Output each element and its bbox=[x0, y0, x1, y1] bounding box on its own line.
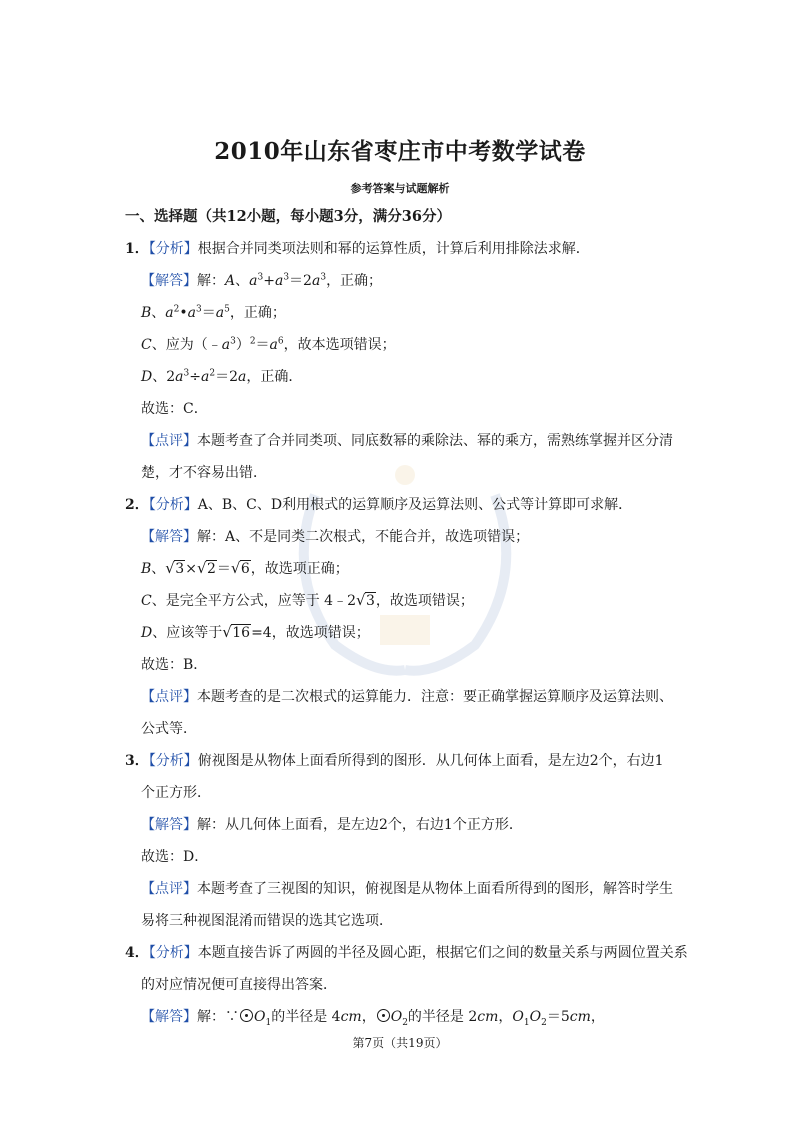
q3-analysis-1: 俯视图是从物体上面看所得到的图形．从几何体上面看，是左边2个，右边1 bbox=[197, 753, 664, 769]
q3-answer: 解：从几何体上面看，是左边2个，右边1个正方形． bbox=[197, 817, 523, 833]
q1-option-b: B、$a^2•a^3=a^5$，正确； bbox=[141, 304, 286, 321]
q4-number: 4． bbox=[125, 945, 149, 961]
comment-tag: 【点评】 bbox=[141, 433, 197, 449]
answer-tag: 【解答】 bbox=[141, 1009, 197, 1025]
q3-comment-2: 易将三种视图混淆而错误的选其它选项． bbox=[141, 913, 393, 929]
q2-comment-1: 本题考查的是二次根式的运算能力．注意：要正确掌握运算顺序及运算法则、 bbox=[197, 689, 673, 705]
q3-comment-1: 本题考查了三视图的知识，俯视图是从物体上面看所得到的图形，解答时学生 bbox=[197, 881, 673, 897]
q4-analysis-line bbox=[125, 943, 688, 963]
q3-answer-line bbox=[141, 815, 523, 835]
q4-analysis-2: 的对应情况便可直接得出答案． bbox=[141, 977, 337, 993]
q2-number: 2． bbox=[125, 497, 149, 513]
comment-tag: 【点评】 bbox=[141, 689, 197, 705]
q1-number: 1． bbox=[125, 241, 149, 257]
q2-option-d: D、应该等于√ 16=4，故选项错误； bbox=[141, 623, 370, 643]
q2-answer-a: 解：A、不是同类二次根式，不能合并，故选项错误； bbox=[197, 529, 530, 545]
q3-comment-line bbox=[141, 879, 673, 899]
answer-tag: 【解答】 bbox=[141, 529, 197, 545]
analysis-tag: 【分析】 bbox=[148, 945, 198, 961]
page-title: 2010年山东省枣庄市中考数学试卷 bbox=[214, 138, 586, 165]
q2-option-b: B、√ 3×√ 2＝√ 6，故选项正确； bbox=[141, 559, 349, 579]
q3-number: 3． bbox=[125, 753, 149, 769]
comment-tag: 【点评】 bbox=[141, 881, 197, 897]
q1-answer-line: 【解答】解：A、$a^3+a^3=2a^3$，正确； bbox=[141, 272, 383, 289]
q3-analysis-2: 个正方形． bbox=[141, 785, 211, 801]
q1-comment-2: 楚，才不容易出错． bbox=[141, 465, 267, 481]
answer-tag: 【解答】 bbox=[141, 273, 197, 289]
q4-analysis-1: 本题直接告诉了两圆的半径及圆心距，根据它们之间的数量关系与两圆位置关系 bbox=[197, 945, 688, 961]
q4-answer-line: 【解答】解：∵ $O_1$的半径是 4cm， $O_2$的半径是 2cm，$O_1O_2=5cm$， bbox=[141, 1009, 605, 1028]
q2-comment-line bbox=[141, 687, 673, 707]
q3-choose: 故选：D． bbox=[141, 849, 209, 865]
q2-comment-2: 公式等． bbox=[141, 721, 197, 737]
q1-analysis: 根据合并同类项法则和幂的运算性质，计算后利用排除法求解． bbox=[197, 241, 590, 257]
q1-option-d: D、$2a^3\div a^2=2a$，正确． bbox=[141, 368, 303, 385]
q1-analysis-line bbox=[125, 239, 590, 259]
q1-choose: 故选：C． bbox=[141, 401, 208, 417]
q1-comment-line bbox=[141, 431, 673, 451]
circle-dot-icon bbox=[240, 1009, 253, 1022]
page-footer: 第7页（共19页） bbox=[352, 1036, 448, 1050]
answer-tag: 【解答】 bbox=[141, 817, 197, 833]
q3-analysis-line bbox=[125, 751, 664, 771]
q1-option-c: C、应为$(﹣a^3)^2=a^6$，故本选项错误； bbox=[141, 336, 396, 353]
circle-dot-icon bbox=[377, 1009, 390, 1022]
analysis-tag: 【分析】 bbox=[148, 753, 198, 769]
q1-answer-prefix: 解： bbox=[197, 273, 225, 289]
q1-comment-1: 本题考查了合并同类项、同底数幂的乘除法、幂的乘方，需熟练掌握并区分清 bbox=[197, 433, 673, 449]
q2-analysis-line bbox=[125, 495, 632, 515]
q2-choose: 故选：B． bbox=[141, 657, 208, 673]
analysis-tag: 【分析】 bbox=[148, 497, 198, 513]
page-subtitle: 参考答案与试题解析 bbox=[350, 182, 450, 195]
q2-option-c: C、是完全平方公式，应等于 4﹣2√ 3，故选项错误； bbox=[141, 591, 474, 611]
analysis-tag: 【分析】 bbox=[148, 241, 198, 257]
q2-answer-line bbox=[141, 527, 529, 547]
section-heading: 一、选择题（共12小题，每小题3分，满分36分） bbox=[125, 208, 451, 225]
q2-analysis: A、B、C、D利用根式的运算顺序及运算法则、公式等计算即可求解． bbox=[197, 497, 633, 513]
